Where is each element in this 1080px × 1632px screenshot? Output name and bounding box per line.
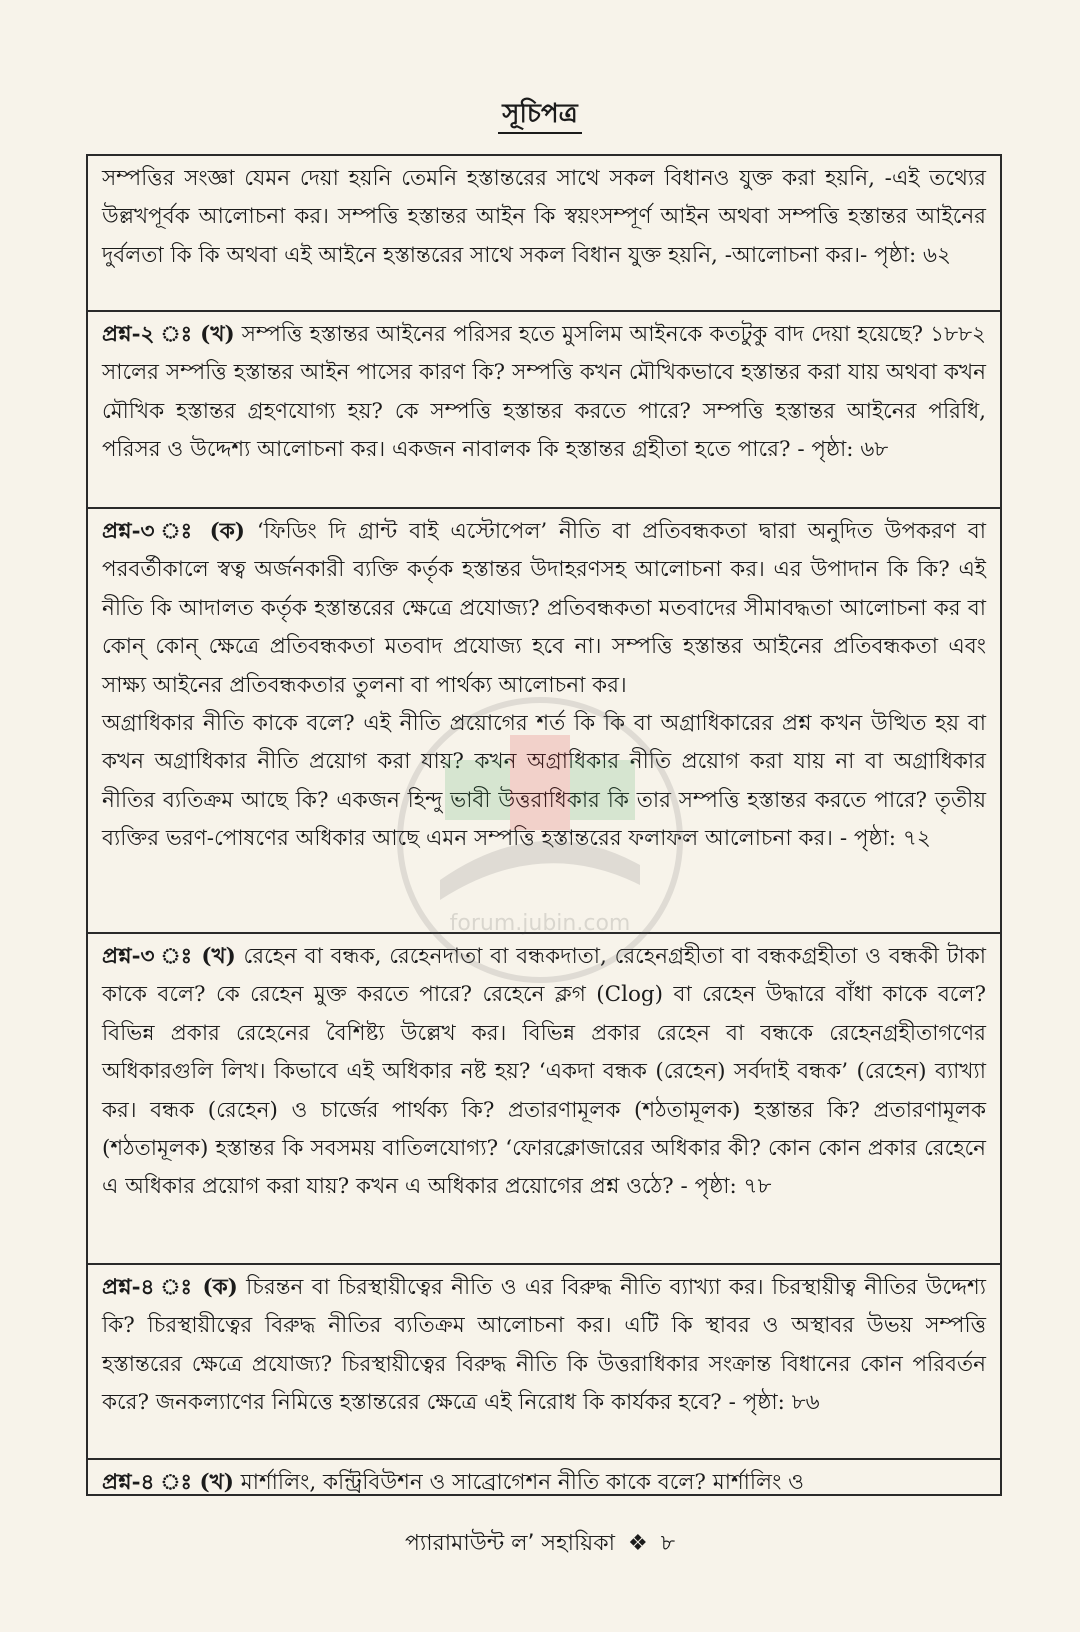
question-label: প্রশ্ন-২ ঃ (খ) xyxy=(102,322,235,347)
row-text xyxy=(102,938,986,1207)
question-text: মার্শালিং, কন্ট্রিবিউশন ও সাব্রোগেশন নীতি কাকে বলে? মার্শালিং ও xyxy=(233,1470,804,1494)
contents-row-2 xyxy=(88,312,1000,509)
question-text: ‘ফিডিং দি গ্রান্ট বাই এস্টোপেল’ নীতি বা প্রতিবন্ধকতা দ্বারা অনুদিত উপকরণ বা পরবর্তীকালে স্বত্ব অর্জনকারী ব্যক্তি কর্তৃক হস্তান্তর উদাহরণসহ আলোচনা কর। এর উপাদান কি কি? এই নীতি কি আদালত কর্তৃক হস্তান্তরের ক্ষেত্রে প্রযোজ্য? প্রতিবন্ধকতা মতবাদের সীমাবদ্ধতা আলোচনা কর বা কোন্ কোন্ ক্ষেত্রে প্রতিবন্ধকতা মতবাদ প্রযোজ্য হবে না। সম্পত্তি হস্তান্তর আইনের প্রতিবন্ধকতা এবং সাক্ষ্য আইনের প্রতিবন্ধকতার তুলনা বা পার্থক্য আলোচনা কর। xyxy=(102,519,986,698)
contents-table xyxy=(86,154,1002,1496)
footer-separator-icon: ❖ xyxy=(628,1531,648,1556)
question-text: চিরন্তন বা চিরস্থায়ীত্বের নীতি ও এর বিরুদ্ধ নীতি ব্যাখ্যা কর। চিরস্থায়ীত্ব নীতির উদ্দেশ্য কি? চিরস্থায়ীত্বের বিরুদ্ধ নীতির ব্যতিক্রম আলোচনা কর। এটি কি স্থাবর ও অস্থাবর উভয় সম্পত্তি হস্তান্তরের ক্ষেত্রে প্রযোজ্য? চিরস্থায়ীত্বের বিরুদ্ধ নীতি কি উত্তরাধিকার সংক্রান্ত বিধানের কোন পরিবর্তন করে? জনকল্যাণের নিমিত্তে হস্তান্তরের ক্ষেত্রে এই নিরোধ কি কার্যকর হবে? - পৃষ্ঠা: ৮৬ xyxy=(102,1275,986,1416)
question-label: প্রশ্ন-৪ ঃ (ক) xyxy=(102,1275,238,1300)
watermark-text: forum.jubin.com xyxy=(449,911,631,936)
question-text: সম্পত্তি হস্তান্তর আইনের পরিসর হতে মুসলিম আইনকে কতটুকু বাদ দেয়া হয়েছে? ১৮৮২ সালের সম্পত্তি হস্তান্তর আইন পাসের কারণ কি? সম্পত্তি কখন মৌখিকভাবে হস্তান্তর করা যায় অথবা কখন মৌখিক হস্তান্তর গ্রহণযোগ্য হয়? কে সম্পত্তি হস্তান্তর করতে পারে? সম্পত্তি হস্তান্তর আইনের পরিধি, পরিসর ও উদ্দেশ্য আলোচনা কর। একজন নাবালক কি হস্তান্তর গ্রহীতা হতে পারে? - পৃষ্ঠা: ৬৮ xyxy=(102,322,986,463)
page-title-text: সূচিপত্র xyxy=(498,98,581,134)
question-label: প্রশ্ন-৩ ঃ (খ) xyxy=(102,944,236,969)
row-text xyxy=(102,513,986,705)
question-text-continued: অগ্রাধিকার নীতি কাকে বলে? এই নীতি প্রয়োগের শর্ত কি কি বা অগ্রাধিকারের প্রশ্ন কখন উত্থিত হয় বা কখন অগ্রাধিকার নীতি প্রয়োগ করা যায়? কখন অগ্রাধিকার নীতি প্রয়োগ করা যায় না বা অগ্রাধিকার নীতির ব্যতিক্রম আছে কি? একজন হিন্দু ভাবী উত্তরাধিকার কি তার সম্পত্তি হস্তান্তর করতে পারে? তৃতীয় ব্যক্তির ভরণ-পোষণের অধিকার আছে এমন সম্পত্তি হস্তান্তরের ফলাফল আলোচনা কর। - পৃষ্ঠা: ৭২ xyxy=(102,711,986,852)
question-text: রেহেন বা বন্ধক, রেহেনদাতা বা বন্ধকদাতা, রেহেনগ্রহীতা বা বন্ধকগ্রহীতা ও বন্ধকী টাকা কাকে বলে? কে রেহেন মুক্ত করতে পারে? রেহেনে ক্লগ (Clog) বা রেহেন উদ্ধারে বাঁধা কাকে বলে? বিভিন্ন প্রকার রেহেনের বৈশিষ্ট্য উল্লেখ কর। বিভিন্ন প্রকার রেহেন বা বন্ধকে রেহেনগ্রহীতাগণের অধিকারগুলি লিখ। কিভাবে এই অধিকার নষ্ট হয়? ‘একদা বন্ধক (রেহেন) সর্বদাই বন্ধক’ (রেহেন) ব্যাখ্যা কর। বন্ধক (রেহেন) ও চার্জের পার্থক্য কি? প্রতারণামূলক (শঠতামূলক) হস্তান্তর কি? প্রতারণামূলক (শঠতামূলক) হস্তান্তর কি সবসময় বাতিলযোগ্য? ‘ফোরক্লোজারের অধিকার কী? কোন কোন প্রকার রেহেনে এ অধিকার প্রয়োগ করা যায়? কখন এ অধিকার প্রয়োগের প্রশ্ন ওঠে? - পৃষ্ঠা: ৭৮ xyxy=(102,944,986,1200)
row-text-continued xyxy=(102,705,986,859)
row-text xyxy=(102,1269,986,1423)
question-label: প্রশ্ন-৩ ঃ (ক) xyxy=(102,519,245,544)
page-footer xyxy=(0,1529,1080,1559)
row-text xyxy=(102,1464,986,1494)
question-label: প্রশ্ন-৪ ঃ (খ) xyxy=(102,1470,234,1494)
contents-row-6 xyxy=(88,1460,1000,1494)
footer-page-number: ৮ xyxy=(660,1531,676,1556)
row-text xyxy=(102,160,986,275)
contents-row-4 xyxy=(88,934,1000,1265)
contents-row-1 xyxy=(88,156,1000,312)
question-text: সম্পত্তির সংজ্ঞা যেমন দেয়া হয়নি তেমনি হস্তান্তরের সাথে সকল বিধানও যুক্ত করা হয়নি, -এই তথ্যের উল্লখপূর্বক আলোচনা কর। সম্পত্তি হস্তান্তর আইন কি স্বয়ংসম্পূর্ণ আইন অথবা সম্পত্তি হস্তান্তর আইনের দুর্বলতা কি কি অথবা এই আইনে হস্তান্তরের সাথে সকল বিধান যুক্ত হয়নি, -আলোচনা কর।- পৃষ্ঠা: ৬২ xyxy=(102,166,986,268)
row-text xyxy=(102,316,986,470)
footer-book-title: প্যারামাউন্ট ল’ সহায়িকা xyxy=(404,1531,616,1556)
page-title xyxy=(0,98,1080,134)
contents-row-5 xyxy=(88,1265,1000,1460)
contents-row-3 xyxy=(88,509,1000,934)
